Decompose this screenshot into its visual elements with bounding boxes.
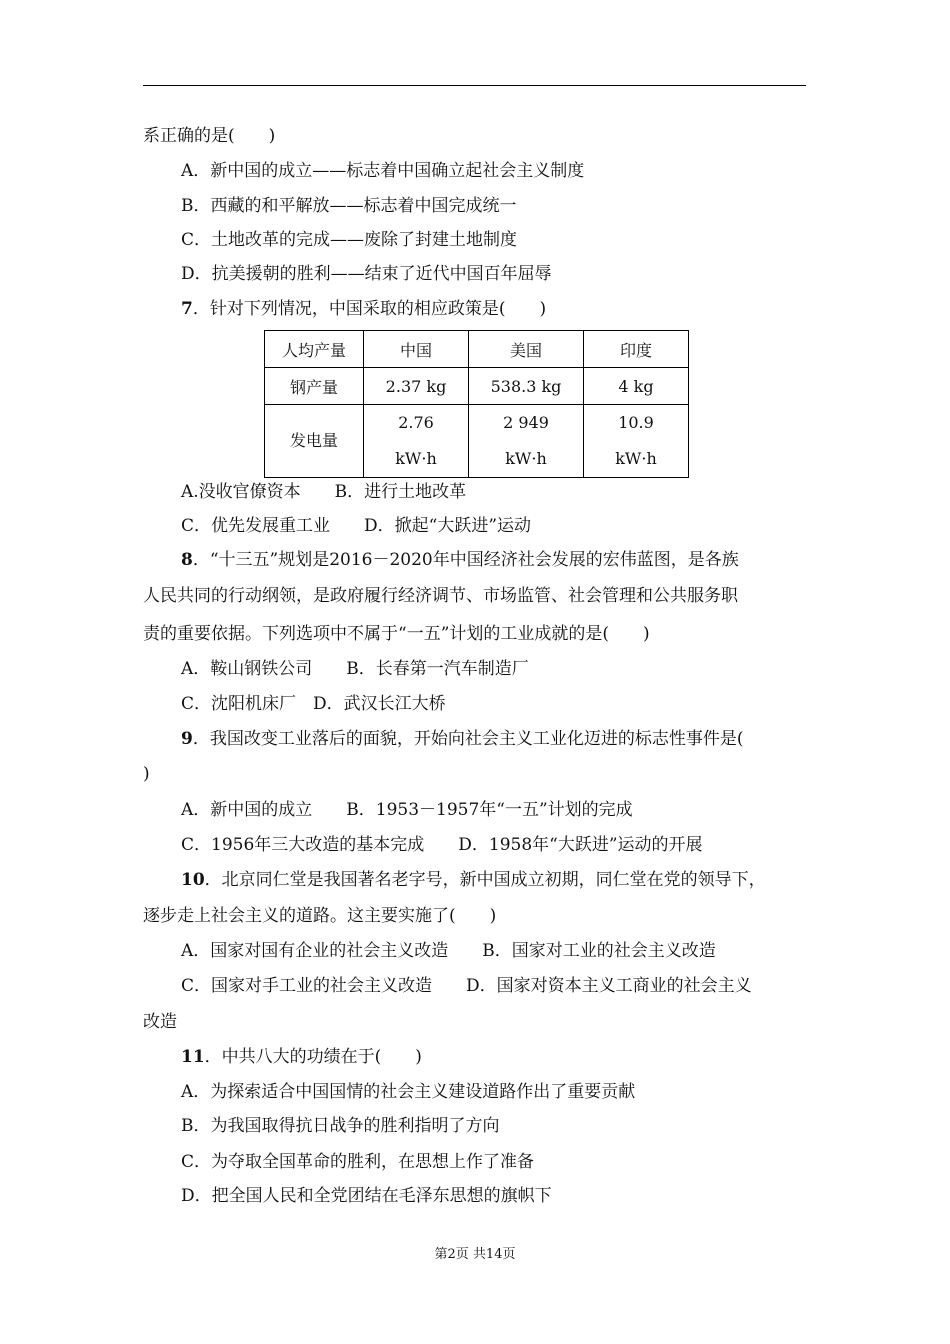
q10-number: 10 [181, 870, 205, 890]
q9-options-ab: A．新中国的成立 B．1953－1957年“一五”计划的完成 [181, 800, 633, 820]
q7-number: 7 [181, 299, 193, 319]
q6-option-a: A．新中国的成立——标志着中国确立起社会主义制度 [181, 161, 585, 181]
q9-number: 9 [181, 729, 193, 749]
table-header-cell: 中国 [364, 331, 469, 368]
q10-stem-text: ．北京同仁堂是我国著名老字号，新中国成立初期，同仁堂在党的领导下， [204, 870, 766, 890]
cell-unit: kW·h [615, 449, 657, 468]
q11-option-c: C．为夺取全国革命的胜利，在思想上作了准备 [181, 1152, 535, 1172]
q11-number: 11 [181, 1047, 205, 1067]
q9-options-cd: C．1956年三大改造的基本完成 D．1958年“大跃进”运动的开展 [181, 835, 703, 855]
cell-unit: kW·h [505, 449, 547, 468]
cell-value: 2 949 [503, 413, 549, 432]
table-cell [584, 405, 689, 478]
q8-stem-text: ．“十三五”规划是2016－2020年中国经济社会发展的宏伟蓝图，是各族 [192, 550, 739, 570]
q7-stem [181, 298, 546, 320]
q8-stem-line1 [181, 549, 739, 571]
q8-stem-line3: 责的重要依据。下列选项中不属于“一五”计划的工业成就的是( ) [143, 624, 650, 644]
q9-stem-text: ．我国改变工业落后的面貌，开始向社会主义工业化迈进的标志性事件是( [192, 729, 744, 749]
q6-option-b: B．西藏的和平解放——标志着中国完成统一 [181, 196, 517, 216]
q11-stem [181, 1046, 422, 1068]
table-header-cell: 美国 [469, 331, 584, 368]
q7-options-ab: A.没收官僚资本 B．进行土地改革 [181, 482, 467, 502]
q8-stem-line2: 人民共同的行动纲领，是政府履行经济调节、市场监管、社会管理和公共服务职 [143, 586, 738, 606]
production-table [264, 330, 689, 478]
table-cell [364, 405, 469, 478]
q9-stem-line2: ) [143, 764, 150, 784]
table-row-label: 钢产量 [265, 368, 364, 405]
q8-number: 8 [181, 550, 193, 570]
table-header-row [265, 331, 689, 368]
q6-option-d: D．抗美援朝的胜利——结束了近代中国百年屈辱 [181, 264, 552, 284]
q10-stem-line1 [181, 869, 766, 891]
table-cell [469, 405, 584, 478]
cell-value: 10.9 [618, 413, 654, 432]
q7-options-cd: C．优先发展重工业 D．掀起“大跃进”运动 [181, 516, 532, 536]
q6-option-c: C．土地改革的完成——废除了封建土地制度 [181, 230, 518, 250]
table-cell: 538.3 kg [469, 368, 584, 405]
q11-option-a: A．为探索适合中国国情的社会主义建设道路作出了重要贡献 [181, 1082, 636, 1102]
q10-options-ab: A．国家对国有企业的社会主义改造 B．国家对工业的社会主义改造 [181, 941, 716, 961]
cell-unit: kW·h [395, 449, 437, 468]
table-cell: 4 kg [584, 368, 689, 405]
table-cell: 2.37 kg [364, 368, 469, 405]
q10-options-wrap: 改造 [143, 1012, 177, 1032]
q8-options-cd: C．沈阳机床厂 D．武汉长江大桥 [181, 694, 446, 714]
table-row [265, 405, 689, 478]
q11-stem-text: ．中共八大的功绩在于( ) [204, 1047, 422, 1067]
table-row [265, 368, 689, 405]
table-row-label: 发电量 [265, 405, 364, 478]
page-footer: 第2页 共14页 [434, 1247, 516, 1262]
q10-options-cd: C．国家对手工业的社会主义改造 D．国家对资本主义工商业的社会主义 [181, 976, 752, 996]
q11-option-d: D．把全国人民和全党团结在毛泽东思想的旗帜下 [181, 1186, 552, 1206]
header-rule [143, 85, 806, 86]
cell-value: 2.76 [398, 413, 434, 432]
q7-stem-text: ．针对下列情况，中国采取的相应政策是( ) [192, 299, 547, 319]
q11-option-b: B．为我国取得抗日战争的胜利指明了方向 [181, 1116, 500, 1136]
q6-stem-tail: 系正确的是( ) [143, 126, 276, 146]
table-header-cell: 印度 [584, 331, 689, 368]
q9-stem-line1 [181, 728, 743, 750]
q8-options-ab: A．鞍山钢铁公司 B．长春第一汽车制造厂 [181, 659, 529, 679]
q10-stem-line2: 逐步走上社会主义的道路。这主要实施了( ) [143, 906, 497, 926]
table-header-cell: 人均产量 [265, 331, 364, 368]
